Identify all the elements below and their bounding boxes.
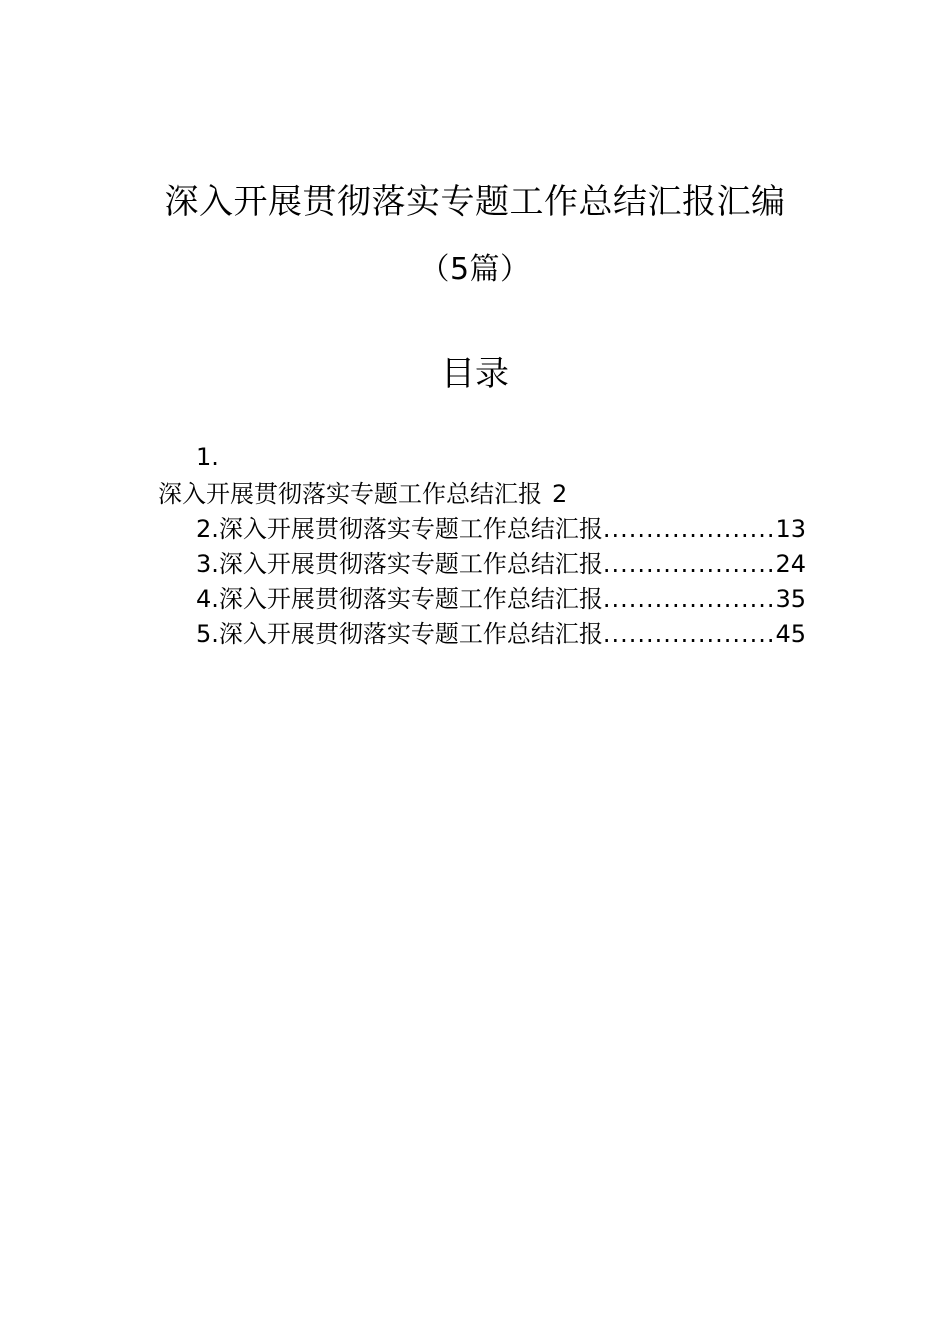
toc-entry-1[interactable] <box>158 477 567 511</box>
toc-entry-label: 5.深入开展贯彻落实专题工作总结汇报 <box>196 620 603 648</box>
toc-entry-3[interactable] <box>196 547 806 581</box>
toc-entry-page: 2 <box>552 480 568 508</box>
toc-entry-page: 13 <box>775 515 806 543</box>
toc-dot-leader <box>603 547 776 581</box>
toc-entry-2[interactable] <box>196 512 806 546</box>
toc-entry-label: 深入开展贯彻落实专题工作总结汇报 <box>158 480 542 508</box>
toc-entry-label: 3.深入开展贯彻落实专题工作总结汇报 <box>196 550 603 578</box>
toc-entry-page: 45 <box>775 620 806 648</box>
toc-entry-label: 2.深入开展贯彻落实专题工作总结汇报 <box>196 515 603 543</box>
toc-entry-1-number: 1. <box>196 443 219 471</box>
document-subtitle: （5篇） <box>419 252 531 287</box>
toc-heading: 目录 <box>441 354 509 394</box>
toc-entry-5[interactable] <box>196 617 806 651</box>
toc-entry-page: 35 <box>775 585 806 613</box>
toc-entry-page: 24 <box>775 550 806 578</box>
toc-dot-leader <box>603 582 776 616</box>
toc-dot-leader <box>603 512 776 546</box>
toc-entry-4[interactable] <box>196 582 806 616</box>
toc-entry-label: 4.深入开展贯彻落实专题工作总结汇报 <box>196 585 603 613</box>
toc-dot-leader <box>603 617 776 651</box>
document-title: 深入开展贯彻落实专题工作总结汇报汇编 <box>164 182 786 222</box>
